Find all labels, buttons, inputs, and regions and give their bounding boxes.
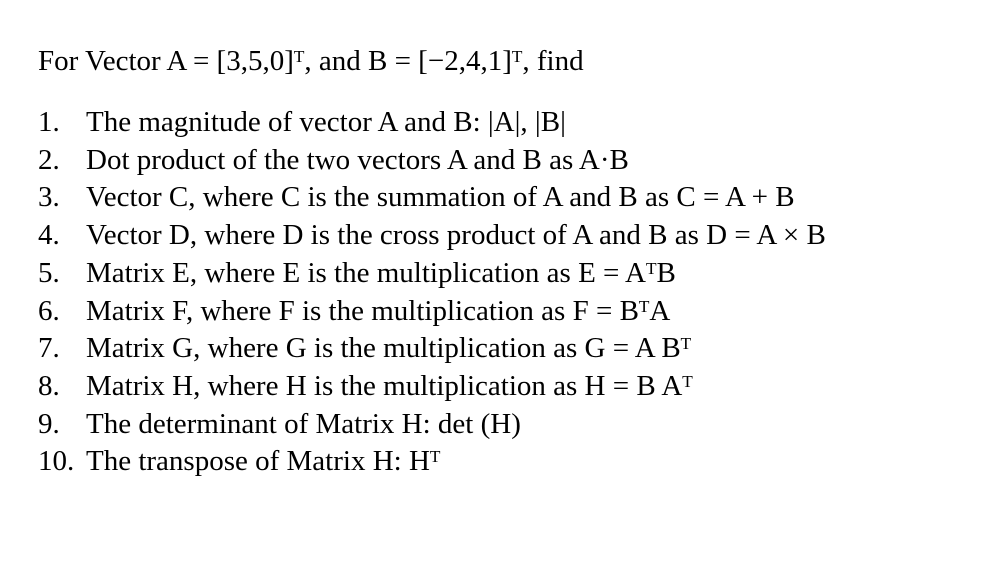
- item-number: 2.: [38, 143, 60, 176]
- list-item: [38, 217, 826, 255]
- problem-intro: For Vector A = [3,5,0]ᵀ, and B = [−2,4,1]ᵀ, find: [38, 45, 584, 77]
- list-item: [38, 293, 826, 331]
- item-text: Matrix G, where G is the multiplication as G = A Bᵀ: [86, 332, 692, 365]
- list-item: [38, 330, 826, 368]
- list-item: [38, 255, 826, 293]
- item-number: 5.: [38, 256, 60, 289]
- item-number: 7.: [38, 332, 60, 365]
- item-number: 1.: [38, 106, 60, 138]
- item-text: Vector D, where D is the cross product of A and B as D = A × B: [86, 219, 826, 252]
- item-text: Matrix H, where H is the multiplication as H = B Aᵀ: [86, 369, 693, 402]
- list-item: [38, 142, 826, 180]
- item-text: The magnitude of vector A and B: |A|, |B|: [86, 106, 566, 138]
- item-text: Vector C, where C is the summation of A and B as C = A + B: [86, 181, 795, 214]
- item-text: Dot product of the two vectors A and B as A·B: [86, 143, 629, 176]
- list-item: [38, 368, 826, 406]
- list-item: [38, 406, 826, 444]
- question-list: [38, 104, 826, 481]
- list-item: [38, 179, 826, 217]
- item-number: 4.: [38, 219, 60, 252]
- item-text: The determinant of Matrix H: det (H): [86, 407, 521, 440]
- item-number: 8.: [38, 369, 60, 402]
- item-number: 3.: [38, 181, 60, 214]
- item-number: 10.: [38, 445, 75, 478]
- item-text: Matrix E, where E is the multiplication as E = AᵀB: [86, 256, 676, 289]
- item-text: Matrix F, where F is the multiplication as F = BᵀA: [86, 294, 671, 327]
- item-number: 6.: [38, 294, 60, 327]
- item-text: The transpose of Matrix H: Hᵀ: [86, 445, 441, 478]
- item-number: 9.: [38, 407, 60, 440]
- list-item: [38, 443, 826, 481]
- list-item: [38, 104, 826, 142]
